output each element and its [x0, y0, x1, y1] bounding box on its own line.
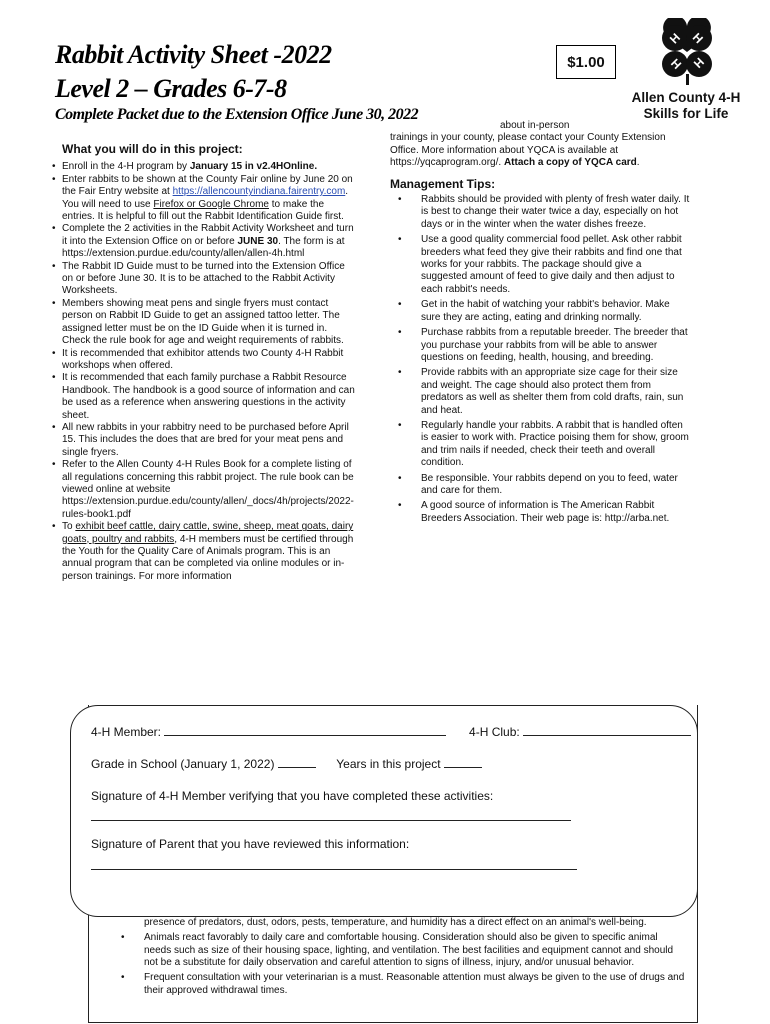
list-item: • Use a good quality commercial food pellet. Ask other rabbit breeders what feed they give their rabbits and find one that works for your rabbits. The package should give a suggested amount of feed to give daily and then adjust to each rabbit's needs. — [390, 234, 690, 296]
parent-signature-row — [91, 858, 577, 873]
member-signature-field[interactable] — [91, 809, 571, 821]
county-slogan: Skills for Life — [643, 106, 729, 121]
list-item: • Be responsible. Your rabbits depend on you to feed, water and care for them. — [390, 473, 690, 498]
project-tasks-column — [52, 143, 355, 583]
county-block — [616, 90, 756, 122]
bottom-list — [116, 932, 686, 998]
member-signature-row — [91, 809, 571, 824]
due-date-line: Complete Packet due to the Extension Office June 30, 2022 — [55, 106, 419, 123]
years-label: Years in this project — [336, 757, 441, 771]
tasks-heading: What you will do in this project: — [62, 142, 243, 156]
member-name-field[interactable] — [164, 724, 446, 736]
list-item: • Purchase rabbits from a reputable breeder. The breeder that you purchase your rabbits from will be able to answer questions on feeding, health, housing, and breeding. — [390, 327, 690, 364]
list-item: • A good source of information is The American Rabbit Breeders Association. Their web page is: http://arba.net. — [390, 500, 690, 525]
signature-form — [70, 705, 698, 917]
list-item: • To exhibit beef cattle, dairy cattle, swine, sheep, meat goats, dairy goats, poultry and rabbits, 4-H members must be certified through the Youth for the Quality Care of Animals program. This is an annual program that can be completed via online modules or in-person trainings. For more information — [52, 521, 355, 583]
club-name-field[interactable] — [523, 724, 691, 736]
svg-text:H: H — [689, 30, 706, 47]
list-item: • Provide rabbits with an appropriate size cage for their size and weight. The cage should also protect them from predators as well as shelter them from cold drafts, rain, sun and heat. — [390, 367, 690, 417]
tasks-list — [52, 161, 355, 583]
fair-entry-link[interactable]: https://allencountyindiana.fairentry.com — [172, 186, 346, 198]
parent-signature-label: Signature of Parent that you have reviewed this information: — [91, 837, 410, 851]
years-field[interactable] — [444, 756, 482, 768]
grade-row — [91, 756, 482, 771]
grade-label: Grade in School (January 1, 2022) — [91, 757, 275, 771]
bottom-section — [116, 917, 686, 1000]
price-label: $1.00 — [567, 53, 605, 71]
list-item: • Regularly handle your rabbits. A rabbit that is handled often is easier to work with. Practice poising them for show, groom and trim nails if needed, check their teeth and overall condition. — [390, 420, 690, 470]
list-item: • Rabbits should be provided with plenty of fresh water daily. It is best to change their water twice a day, especially on hot days or in the winter when the water dishes freeze. — [390, 194, 690, 231]
list-item: • Enroll in the 4-H program by January 15 in v2.4HOnline. — [52, 161, 355, 173]
svg-text:H: H — [666, 30, 683, 47]
list-item: • It is recommended that exhibitor attends two County 4-H Rabbit workshops when offered. — [52, 348, 355, 373]
club-label: 4-H Club: — [469, 725, 520, 739]
list-item: • The Rabbit ID Guide must to be turned into the Extension Office on or before June 30. It is to be attached to the Rabbit Activity Worksheets. — [52, 261, 355, 298]
title-line-2: Level 2 – Grades 6-7-8 — [55, 74, 287, 103]
title-line-1: Rabbit Activity Sheet -2022 — [55, 40, 332, 69]
price-box — [556, 45, 616, 79]
management-tips-column — [390, 120, 690, 528]
list-item: • All new rabbits in your rabbitry need to be purchased before April 15. This includes the does that are bred for your meat pens and single fryers. — [52, 422, 355, 459]
member-signature-label: Signature of 4-H Member verifying that you have completed these activities: — [91, 789, 494, 803]
parent-signature-field[interactable] — [91, 858, 577, 870]
list-item: • Refer to the Allen County 4-H Rules Book for a complete listing of all regulations concerning this rabbit project. The rule book can be viewed online at website https://extension.purdue.edu/county/allen/_docs/4h/projects/2022-rules-book1.pdf — [52, 459, 355, 521]
list-item: • Members showing meat pens and single fryers must contact person on Rabbit ID Guide to get an assigned tattoo letter. The assigned letter must be on the ID Guide when it is turned in. Check the rule book for age and weight requirements of rabbits. — [52, 298, 355, 348]
list-item: • Frequent consultation with your veterinarian is a must. Reasonable attention must always be given to the use of drugs and their approved withdrawal times. — [116, 972, 686, 998]
svg-text:H: H — [668, 55, 685, 72]
grade-field[interactable] — [278, 756, 316, 768]
bottom-lead-text: presence of predators, dust, odors, pests, temperature, and humidity has a direct effect on an animal's well-being. — [144, 917, 647, 928]
list-item: • Enter rabbits to be shown at the County Fair online by June 20 on the Fair Entry website at https://allencountyindiana.fairentry.com. You will need to use Firefox or Google Chrome to make the entries. It is helpful to fill out the Rabbit Identification Guide first. — [52, 174, 355, 224]
list-item: • Get in the habit of watching your rabbit's behavior. Make sure they are acting, eating and drinking normally. — [390, 299, 690, 324]
member-row — [91, 724, 691, 739]
list-item: • It is recommended that each family purchase a Rabbit Resource Handbook. The handbook is a good source of information and can be used as a reference when answering questions in the activity sheet. — [52, 372, 355, 422]
list-item: • Complete the 2 activities in the Rabbit Activity Worksheet and turn it into the Extension Office on or before JUNE 30. The form is at https://extension.purdue.edu/county/allen/allen-4h.html — [52, 223, 355, 260]
county-name: Allen County 4-H — [631, 90, 741, 105]
list-item: • Animals react favorably to daily care and comfortable housing. Consideration should also be given to specific animal needs such as size of their housing space, lighting, and ventilation. The best facilities and equipment cannot and should not be a substitute for daily observation and careful attention to signs of illness, injury, and/or unusual behavior. — [116, 932, 686, 970]
member-label: 4-H Member: — [91, 725, 162, 739]
four-h-clover-icon — [655, 18, 719, 86]
management-tips-heading: Management Tips: — [390, 176, 496, 191]
yqca-continuation: about in-person trainings in your county, please contact your County Extension Office. More information about YQCA is available at https://yqcaprogram.org/. Attach a copy of YQCA card. — [390, 120, 666, 169]
tips-list — [390, 194, 690, 525]
svg-text:H: H — [690, 54, 707, 71]
